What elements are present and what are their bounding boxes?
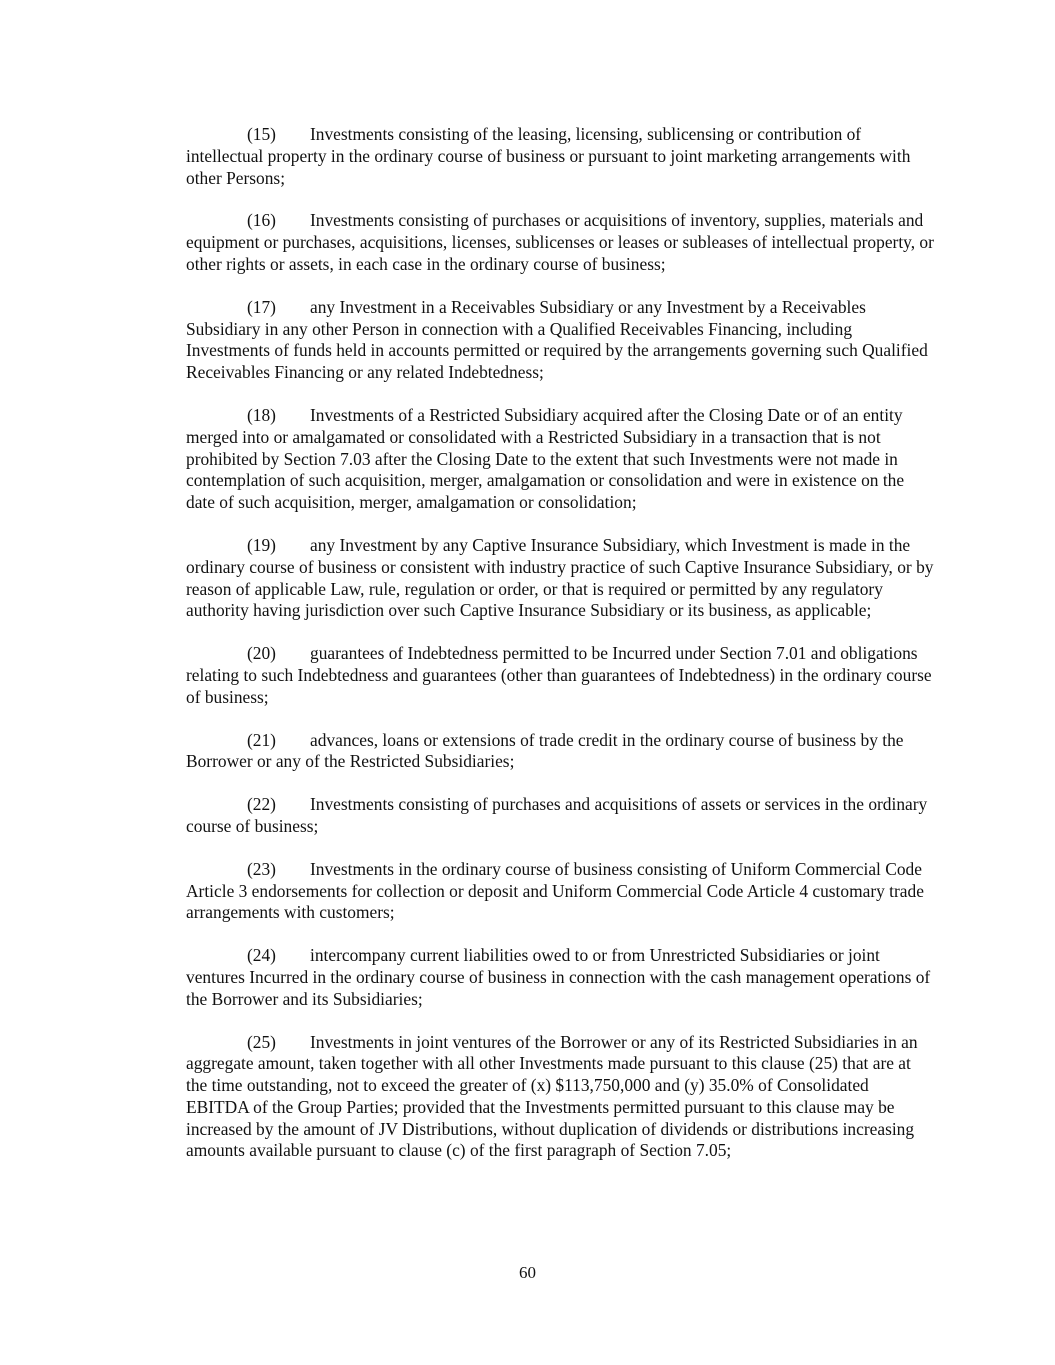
page-number: 60 [519,1263,536,1282]
clause-text: guarantees of Indebtedness permitted to be Incurred under Section 7.01 and obligations relating to such Indebtedness and guarantees (other than guarantees of Indebtedness) in the ordinary course of business; [186,643,932,707]
clause-18 [186,405,934,514]
clause-23 [186,859,934,924]
clause-15 [186,124,934,189]
clause-text: intercompany current liabilities owed to or from Unrestricted Subsidiaries or joint ventures Incurred in the ordinary course of business in connection with the cash management operations of the Borrower and its Subsidiaries; [186,945,931,1009]
clause-21 [186,730,934,774]
clause-20 [186,643,934,708]
clause-25 [186,1032,934,1163]
clause-number: (21) [247,729,276,750]
clause-number: (20) [247,643,276,664]
clause-text: Investments of a Restricted Subsidiary acquired after the Closing Date or of an entity merged into or amalgamated or consolidated with a Restricted Subsidiary in a transaction that is not prohibited by Section 7.03 after the Closing Date to the extent that such Investments were not made in contemplation of such acquisition, merger, amalgamation or consolidation and were in existence on the date of such acquisition, merger, amalgamation or consolidation; [186,404,905,513]
clause-19 [186,535,934,622]
clause-number: (22) [247,794,276,815]
clause-text: any Investment in a Receivables Subsidiary or any Investment by a Receivables Subsidiary in any other Person in connection with a Qualified Receivables Financing, including Investments of funds held in accounts permitted or required by the arrangements governing such Qualified Receivables Financing or any related Indebtedness; [186,296,928,383]
clause-number: (23) [247,858,276,879]
clause-text: Investments in joint ventures of the Borrower or any of its Restricted Subsidiaries in an aggregate amount, taken together with all other Investments made pursuant to this clause (25) that are at the time outstanding, not to exceed the greater of (x) $113,750,000 and (y) 35.0% of Consolidated EBITDA of the Group Parties; provided that the Investments permitted pursuant to this clause may be increased by the amount of JV Distributions, without duplication of dividends or distributions increasing amounts available pursuant to clause (c) of the first paragraph of Section 7.05; [186,1031,918,1161]
clause-16 [186,210,934,275]
clause-text: Investments consisting of purchases or acquisitions of inventory, supplies, materials and equipment or purchases, acquisitions, licenses, sublicenses or leases or subleases of intellectual property, or other rights or assets, in each case in the ordinary course of business; [186,210,934,274]
clause-24 [186,945,934,1010]
clause-number: (19) [247,534,276,555]
clause-text: advances, loans or extensions of trade credit in the ordinary course of business by the Borrower or any of the Restricted Subsidiaries; [186,729,904,772]
clause-number: (17) [247,296,276,317]
clause-number: (24) [247,945,276,966]
clause-number: (18) [247,404,276,425]
clause-text: any Investment by any Captive Insurance Subsidiary, which Investment is made in the ordinary course of business or consistent with industry practice of such Captive Insurance Subsidiary, or by reason of applicable Law, rule, regulation or order, or that is required or permitted by any regulatory authority having jurisdiction over such Captive Insurance Subsidiary or its business, as applicable; [186,534,934,621]
clause-number: (15) [247,124,276,144]
clause-22 [186,794,934,838]
clause-number: (25) [247,1031,276,1052]
clause-text: Investments consisting of purchases and acquisitions of assets or services in the ordinary course of business; [186,794,928,836]
clause-number: (16) [247,210,276,231]
clause-text: Investments consisting of the leasing, licensing, sublicensing or contribution of intellectual property in the ordinary course of business or pursuant to joint marketing arrangements with other Persons; [186,124,911,188]
clause-17 [186,297,934,384]
clause-text: Investments in the ordinary course of business consisting of Uniform Commercial Code Article 3 endorsements for collection or deposit and Uniform Commercial Code Article 4 customary trade arrangements with customers; [186,858,924,923]
document-body [186,124,934,1183]
